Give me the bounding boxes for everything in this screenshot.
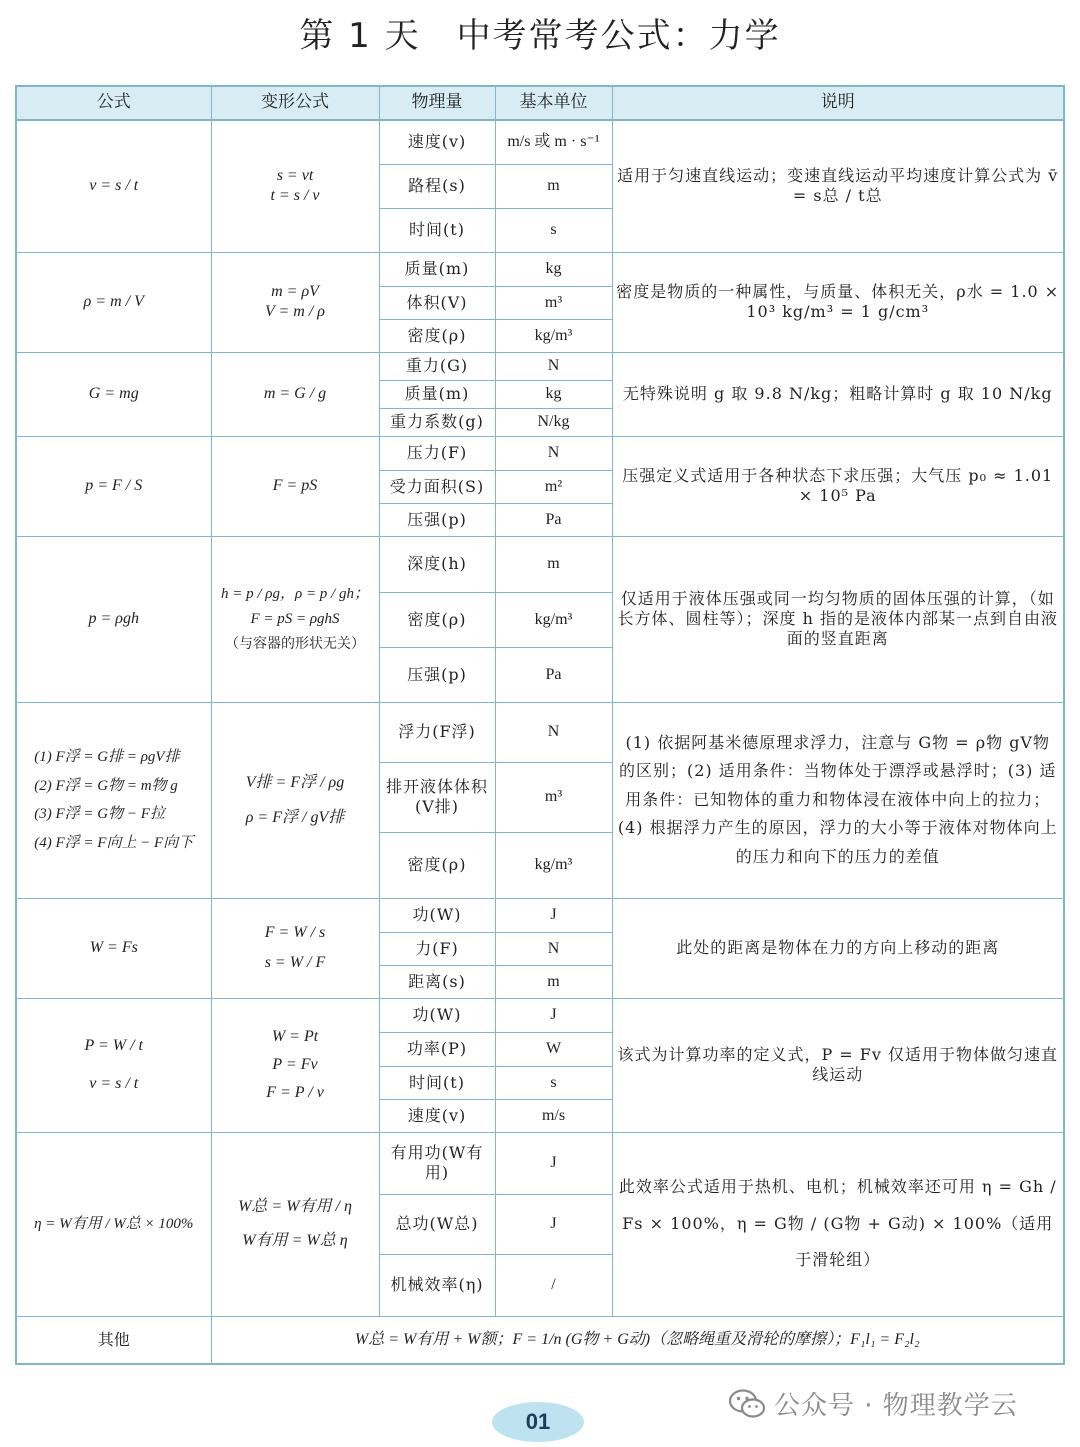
quantity-cell: 重力(G) bbox=[379, 352, 495, 380]
quantity-cell: 总功(W总) bbox=[379, 1194, 495, 1254]
derived-formula-cell bbox=[211, 998, 379, 1132]
watermark-text: 公众号 · 物理教学云 bbox=[774, 1391, 1018, 1421]
derived-line: m = ρV bbox=[271, 283, 319, 300]
derived-line: F = pS bbox=[272, 477, 318, 494]
page-number: 01 bbox=[492, 1402, 584, 1442]
derived-formula-cell bbox=[211, 252, 379, 352]
derived-formula-cell bbox=[211, 898, 379, 998]
other-label: 其他 bbox=[16, 1316, 211, 1364]
formula-line: (1) F浮 = G排 = ρgV排 bbox=[34, 749, 180, 765]
derived-formula-cell bbox=[211, 120, 379, 252]
table-row bbox=[16, 998, 1064, 1032]
quantity-cell: 压力(F) bbox=[379, 436, 495, 470]
quantity-cell: 功率(P) bbox=[379, 1032, 495, 1066]
table-header-row bbox=[16, 86, 1064, 120]
unit-cell: m² bbox=[495, 470, 612, 503]
derived-line: s = vt bbox=[276, 167, 314, 185]
formula-cell bbox=[16, 252, 211, 352]
quantity-cell: 体积(V) bbox=[379, 286, 495, 319]
unit-cell: m/s 或 m · s⁻¹ bbox=[495, 120, 612, 164]
quantity-cell: 路程(s) bbox=[379, 164, 495, 208]
formula-line: G = mg bbox=[88, 385, 139, 402]
unit-cell: kg bbox=[495, 252, 612, 286]
formula-cell bbox=[16, 436, 211, 536]
formula-cell bbox=[16, 536, 211, 702]
quantity-cell: 深度(h) bbox=[379, 536, 495, 592]
derived-formula-cell bbox=[211, 352, 379, 436]
table-row bbox=[16, 1132, 1064, 1194]
quantity-cell: 有用功(W有用) bbox=[379, 1132, 495, 1194]
formula-cell bbox=[16, 120, 211, 252]
quantity-cell: 力(F) bbox=[379, 932, 495, 965]
unit-cell: J bbox=[495, 998, 612, 1032]
derived-formula-cell bbox=[211, 536, 379, 702]
unit-cell: m³ bbox=[495, 286, 612, 319]
note-cell: 该式为计算功率的定义式，P = Fv 仅适用于物体做匀速直线运动 bbox=[612, 998, 1064, 1132]
table-row bbox=[16, 536, 1064, 592]
unit-cell: J bbox=[495, 1132, 612, 1194]
quantity-cell: 质量(m) bbox=[379, 252, 495, 286]
unit-cell: J bbox=[495, 1194, 612, 1254]
derived-formula-cell bbox=[211, 436, 379, 536]
derived-line: V = m / ρ bbox=[265, 303, 325, 320]
column-header: 说明 bbox=[612, 86, 1064, 120]
formula-cell bbox=[16, 1132, 211, 1316]
formula-line: ρ = m / V bbox=[83, 293, 144, 310]
note-cell: 密度是物质的一种属性，与质量、体积无关，ρ水 = 1.0 × 10³ kg/m³ = 1 g/cm³ bbox=[612, 252, 1064, 352]
column-header: 公式 bbox=[16, 86, 211, 120]
unit-cell: N bbox=[495, 352, 612, 380]
table-row bbox=[16, 252, 1064, 286]
quantity-cell: 距离(s) bbox=[379, 965, 495, 998]
derived-line: h = p / ρg，ρ = p / gh； bbox=[221, 585, 369, 602]
quantity-cell: 重力系数(g) bbox=[379, 408, 495, 436]
note-cell: 此效率公式适用于热机、电机；机械效率还可用 η = Gh / Fs × 100%，η = G物 / (G物 + G动) × 100%（适用于滑轮组） bbox=[612, 1132, 1064, 1316]
quantity-cell: 压强(p) bbox=[379, 647, 495, 702]
unit-cell: m bbox=[495, 536, 612, 592]
formula-line: v = s / t bbox=[89, 177, 139, 195]
formula-cell bbox=[16, 702, 211, 898]
note-cell: 压强定义式适用于各种状态下求压强；大气压 p₀ ≈ 1.01 × 10⁵ Pa bbox=[612, 436, 1064, 536]
unit-cell: Pa bbox=[495, 647, 612, 702]
note-cell: (1) 依据阿基米德原理求浮力，注意与 G物 = ρ物 gV物 的区别；(2) 适用条件：当物体处于漂浮或悬浮时；(3) 适用条件：已知物体的重力和物体浸在液体中向上的拉力；(4) 根据浮力产生的原因，浮力的大小等于液体对物体向上的压力和向下的压力的差值 bbox=[612, 702, 1064, 898]
unit-cell: / bbox=[495, 1254, 612, 1316]
note-cell: 此处的距离是物体在力的方向上移动的距离 bbox=[612, 898, 1064, 998]
table-row bbox=[16, 436, 1064, 470]
quantity-cell: 质量(m) bbox=[379, 380, 495, 408]
quantity-cell: 密度(ρ) bbox=[379, 832, 495, 898]
wechat-icon bbox=[728, 1389, 766, 1419]
quantity-cell: 功(W) bbox=[379, 898, 495, 932]
unit-cell: m bbox=[495, 164, 612, 208]
derived-line: F = W / s bbox=[264, 923, 326, 941]
unit-cell: kg/m³ bbox=[495, 832, 612, 898]
quantity-cell: 密度(ρ) bbox=[379, 592, 495, 647]
unit-cell: m bbox=[495, 965, 612, 998]
quantity-cell: 速度(v) bbox=[379, 120, 495, 164]
formula-line: p = ρgh bbox=[88, 610, 139, 627]
watermark bbox=[728, 1385, 1018, 1422]
note-cell: 适用于匀速直线运动；变速直线运动平均速度计算公式为 v̄ = s总 / t总 bbox=[612, 120, 1064, 252]
quantity-cell: 受力面积(S) bbox=[379, 470, 495, 503]
formula-line: (4) F浮 = F向上 − F向下 bbox=[34, 834, 194, 851]
derived-line: W有用 = W总 η bbox=[242, 1232, 348, 1249]
formula-table bbox=[15, 85, 1065, 1365]
column-header: 物理量 bbox=[379, 86, 495, 120]
unit-cell: N bbox=[495, 932, 612, 965]
unit-cell: m³ bbox=[495, 762, 612, 832]
table-row bbox=[16, 702, 1064, 762]
quantity-cell: 压强(p) bbox=[379, 503, 495, 536]
derived-formula-cell bbox=[211, 1132, 379, 1316]
derived-line: ρ = F浮 / gV排 bbox=[245, 809, 345, 826]
formula-line: η = W有用 / W总 × 100% bbox=[34, 1215, 194, 1232]
derived-line: （与容器的形状无关） bbox=[225, 635, 365, 652]
derived-line: s = W / F bbox=[264, 954, 326, 971]
quantity-cell: 机械效率(η) bbox=[379, 1254, 495, 1316]
table-row-other bbox=[16, 1316, 1064, 1364]
formula-line: v = s / t bbox=[89, 1075, 139, 1092]
unit-cell: J bbox=[495, 898, 612, 932]
derived-line: F = P / v bbox=[266, 1084, 324, 1101]
formula-cell bbox=[16, 998, 211, 1132]
derived-line: m = G / g bbox=[263, 385, 327, 402]
unit-cell: W bbox=[495, 1032, 612, 1066]
column-header: 变形公式 bbox=[211, 86, 379, 120]
derived-line: F = pS = ρghS bbox=[250, 611, 340, 628]
unit-cell: kg/m³ bbox=[495, 319, 612, 352]
table-row bbox=[16, 120, 1064, 164]
derived-line: W总 = W有用 / η bbox=[238, 1198, 352, 1216]
note-cell: 仅适用于液体压强或同一均匀物质的固体压强的计算，（如长方体、圆柱等）；深度 h 指的是液体内部某一点到自由液面的竖直距离 bbox=[612, 536, 1064, 702]
formula-line: P = W / t bbox=[84, 1036, 143, 1054]
unit-cell: N bbox=[495, 702, 612, 762]
table-row bbox=[16, 352, 1064, 380]
derived-line: t = s / v bbox=[270, 187, 320, 205]
unit-cell: s bbox=[495, 208, 612, 252]
derived-line: V排 = F浮 / ρg bbox=[245, 773, 345, 791]
unit-cell: kg bbox=[495, 380, 612, 408]
formula-cell bbox=[16, 898, 211, 998]
note-cell: 无特殊说明 g 取 9.8 N/kg；粗略计算时 g 取 10 N/kg bbox=[612, 352, 1064, 436]
derived-line: W = Pt bbox=[271, 1028, 319, 1045]
table-row bbox=[16, 898, 1064, 932]
formula-line: (2) F浮 = G物 = m物 g bbox=[34, 777, 178, 794]
formula-line: (3) F浮 = G物 − F拉 bbox=[34, 806, 165, 822]
unit-cell: N bbox=[495, 436, 612, 470]
unit-cell: kg/m³ bbox=[495, 592, 612, 647]
quantity-cell: 密度(ρ) bbox=[379, 319, 495, 352]
derived-formula-cell bbox=[211, 702, 379, 898]
quantity-cell: 功(W) bbox=[379, 998, 495, 1032]
derived-line: P = Fv bbox=[272, 1056, 318, 1073]
column-header: 基本单位 bbox=[495, 86, 612, 120]
quantity-cell: 浮力(F浮) bbox=[379, 702, 495, 762]
unit-cell: s bbox=[495, 1066, 612, 1099]
quantity-cell: 时间(t) bbox=[379, 208, 495, 252]
quantity-cell: 时间(t) bbox=[379, 1066, 495, 1099]
unit-cell: N/kg bbox=[495, 408, 612, 436]
formula-line: W = Fs bbox=[89, 939, 138, 956]
page-title: 第 1 天 中考常考公式：力学 bbox=[299, 16, 781, 56]
formula-cell bbox=[16, 352, 211, 436]
quantity-cell: 排开液体体积(V排) bbox=[379, 762, 495, 832]
other-formulas: W总 = W有用 + W额；F = 1/n (G物 + G动)（忽略绳重及滑轮的摩擦）；F₁l₁ = F₂l₂ bbox=[211, 1316, 1064, 1364]
unit-cell: Pa bbox=[495, 503, 612, 536]
unit-cell: m/s bbox=[495, 1099, 612, 1132]
formula-line: p = F / S bbox=[85, 477, 143, 494]
quantity-cell: 速度(v) bbox=[379, 1099, 495, 1132]
